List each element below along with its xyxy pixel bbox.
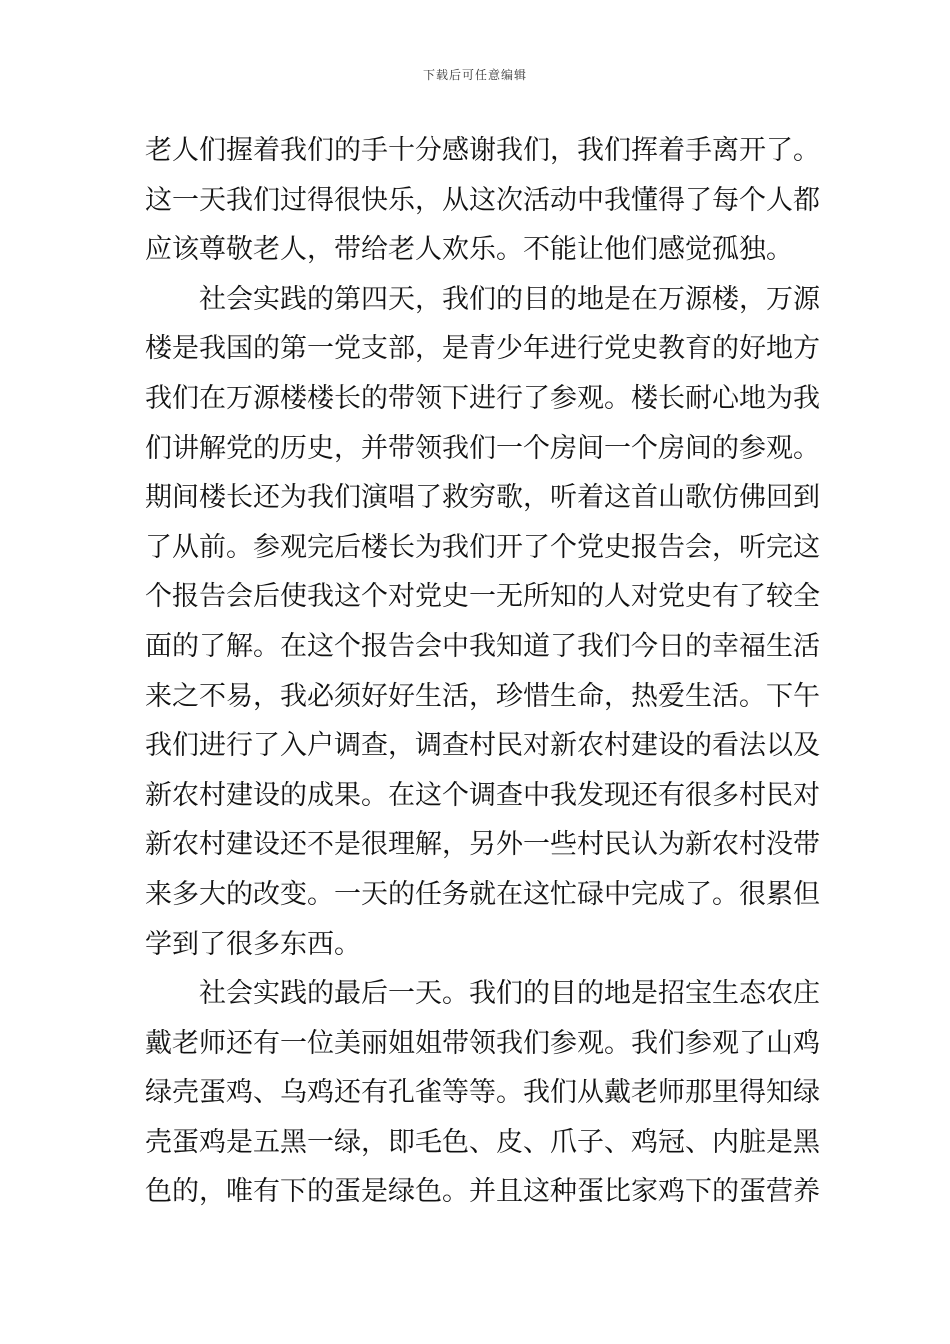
body-text xyxy=(145,126,820,1217)
text-line: 色的，唯有下的蛋是绿色。并且这种蛋比家鸡下的蛋营养 xyxy=(145,1176,820,1208)
text-line: 老人们握着我们的手十分感谢我们，我们挥着手离开了。 xyxy=(145,135,820,166)
text-line: 来之不易，我必须好好生活，珍惜生命，热爱生活。下午 xyxy=(145,680,820,712)
text-line: 面的了解。在这个报告会中我知道了我们今日的幸福生活 xyxy=(145,630,820,662)
text-line: 新农村建设还不是很理解，另外一些村民认为新农村没带 xyxy=(145,829,820,861)
text-line: 这一天我们过得很快乐，从这次活动中我懂得了每个人都 xyxy=(145,184,820,216)
text-line: 个报告会后使我这个对党史一无所知的人对党史有了较全 xyxy=(145,581,820,613)
text-line: 我们进行了入户调查，调查村民对新农村建设的看法以及 xyxy=(145,730,820,762)
text-line: 来多大的改变。一天的任务就在这忙碌中完成了。很累但 xyxy=(145,878,820,910)
text-line: 我们在万源楼楼长的带领下进行了参观。楼长耐心地为我 xyxy=(145,382,820,414)
text-line: 楼是我国的第一党支部，是青少年进行党史教育的好地方 xyxy=(145,333,820,365)
text-line: 壳蛋鸡是五黑一绿，即毛色、皮、爪子、鸡冠、内脏是黑 xyxy=(145,1126,820,1158)
text-line: 们讲解党的历史，并带领我们一个房间一个房间的参观。 xyxy=(145,432,820,464)
paragraph-start-line: 社会实践的最后一天。我们的目的地是招宝生态农庄 xyxy=(199,978,820,1010)
page-header: 下载后可任意编辑 xyxy=(422,68,527,82)
text-line: 戴老师还有一位美丽姐姐带领我们参观。我们参观了山鸡 xyxy=(145,1027,820,1059)
text-line: 期间楼长还为我们演唱了救穷歌，听着这首山歌仿佛回到 xyxy=(145,482,820,514)
text-line: 应该尊敬老人，带给老人欢乐。不能让他们感觉孤独。 xyxy=(145,234,793,266)
text-line: 学到了很多东西。 xyxy=(145,928,361,960)
text-line: 绿壳蛋鸡、乌鸡还有孔雀等等。我们从戴老师那里得知绿 xyxy=(145,1077,820,1109)
text-line: 了从前。参观完后楼长为我们开了个党史报告会，听完这 xyxy=(145,531,820,563)
text-line: 新农村建设的成果。在这个调查中我发现还有很多村民对 xyxy=(145,779,820,811)
paragraph-start-line: 社会实践的第四天，我们的目的地是在万源楼，万源 xyxy=(199,283,820,315)
